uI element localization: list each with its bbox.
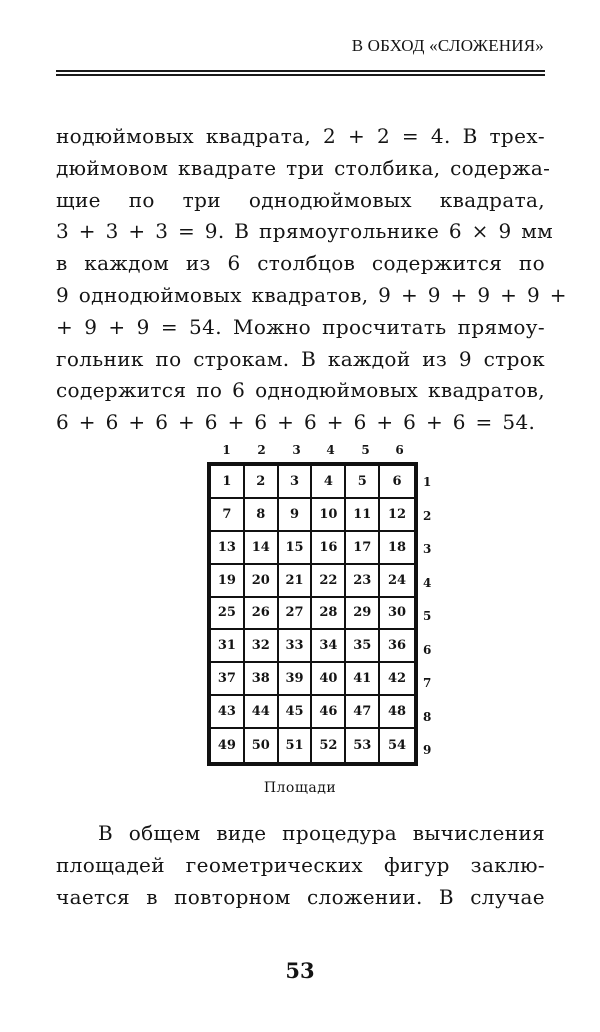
grid-cell: 18 <box>380 532 414 565</box>
text-line: 9 однодюймовых квадратов, 9 + 9 + 9 + 9 + <box>56 282 567 307</box>
grid-cell: 43 <box>211 696 245 729</box>
row-label: 8 <box>423 710 432 724</box>
grid-cell: 42 <box>380 663 414 696</box>
grid-cell: 28 <box>312 598 346 631</box>
grid-cell: 4 <box>312 466 346 499</box>
grid-cell: 41 <box>346 663 380 696</box>
grid-cell: 30 <box>380 598 414 631</box>
text-line: 6 + 6 + 6 + 6 + 6 + 6 + 6 + 6 + 6 = 54. <box>56 410 536 435</box>
grid-cell: 49 <box>211 729 245 762</box>
grid-cell: 9 <box>279 499 313 532</box>
row-label: 5 <box>423 609 432 623</box>
grid-cell: 5 <box>346 466 380 499</box>
figure-caption: Площади <box>263 780 337 796</box>
grid-cell: 10 <box>312 499 346 532</box>
row-label: 3 <box>423 542 432 556</box>
grid-cell: 7 <box>211 499 245 532</box>
header-rule-bottom <box>56 74 545 76</box>
page-number: 53 <box>285 958 315 983</box>
grid-cell: 36 <box>380 630 414 663</box>
text-line: содержится по 6 однодюймовых квадратов, <box>56 378 545 403</box>
grid-cell: 31 <box>211 630 245 663</box>
text-line: чается в повторном сложении. В случае <box>56 884 545 909</box>
grid-cell: 53 <box>346 729 380 762</box>
row-label: 6 <box>423 643 432 657</box>
paragraph-1 <box>56 121 567 439</box>
grid-cell: 24 <box>380 565 414 598</box>
text-line: щие по три однодюймовых квадрата, <box>56 187 545 212</box>
column-label: 1 <box>222 443 231 457</box>
paragraph-2 <box>56 818 545 913</box>
grid-cell: 54 <box>388 738 407 754</box>
text-line: нодюймовых квадрата, 2 + 2 = 4. В трех- <box>56 124 545 148</box>
grid-cell: 13 <box>211 532 245 565</box>
grid-cell: 20 <box>245 565 279 598</box>
grid-cell: 17 <box>346 532 380 565</box>
grid-cell: 19 <box>211 565 245 598</box>
text-line: в каждом из 6 столбцов содержится по <box>56 251 545 276</box>
text-line: В общем виде процедура вычисления <box>98 821 545 845</box>
column-label: 6 <box>395 443 404 457</box>
text-line: дюймовом квадрате три столбика, содержа- <box>56 155 551 180</box>
grid-cell: 38 <box>245 663 279 696</box>
grid-cell: 12 <box>380 499 414 532</box>
grid-cell: 47 <box>346 696 380 729</box>
text-line: гольник по строкам. В каждой из 9 строк <box>56 346 545 371</box>
grid-cell: 44 <box>245 696 279 729</box>
grid-cell: 46 <box>312 696 346 729</box>
grid-cell: 26 <box>245 598 279 631</box>
row-label: 1 <box>423 475 432 489</box>
unit-square-grid <box>207 462 418 766</box>
grid-cell: 16 <box>312 532 346 565</box>
grid-cell: 33 <box>279 630 313 663</box>
grid-cell: 51 <box>279 729 313 762</box>
grid-cell: 27 <box>279 598 313 631</box>
text-line: + 9 + 9 = 54. Можно просчитать прямоу- <box>56 314 545 339</box>
grid-cell: 50 <box>245 729 279 762</box>
column-label: 5 <box>361 443 370 457</box>
row-label: 2 <box>423 509 432 523</box>
grid-cell: 32 <box>245 630 279 663</box>
grid-cell: 35 <box>346 630 380 663</box>
row-label: 4 <box>423 576 432 590</box>
grid-cell: 48 <box>380 696 414 729</box>
grid-cell: 11 <box>346 499 380 532</box>
row-label: 9 <box>423 743 432 757</box>
column-label: 2 <box>257 443 266 457</box>
row-label: 7 <box>423 676 432 690</box>
grid-cell: 15 <box>279 532 313 565</box>
grid-cell: 25 <box>211 598 245 631</box>
grid-cell: 6 <box>380 466 414 499</box>
text-line: площадей геометрических фигур заклю- <box>56 852 545 877</box>
grid-cell: 14 <box>245 532 279 565</box>
grid-cell: 52 <box>312 729 346 762</box>
grid-cell: 39 <box>279 663 313 696</box>
grid-cell: 34 <box>312 630 346 663</box>
grid-cell: 22 <box>312 565 346 598</box>
grid-cell: 45 <box>279 696 313 729</box>
grid-cell: 2 <box>245 466 279 499</box>
grid-cell: 29 <box>346 598 380 631</box>
grid-cell: 37 <box>211 663 245 696</box>
grid-cell: 8 <box>245 499 279 532</box>
grid-cell: 1 <box>211 466 245 499</box>
text-line: 3 + 3 + 3 = 9. В прямоугольнике 6 × 9 мм <box>56 219 554 244</box>
grid-cell: 3 <box>279 466 313 499</box>
column-label: 3 <box>292 443 301 457</box>
grid-cell: 21 <box>279 565 313 598</box>
grid-cell: 23 <box>346 565 380 598</box>
row-labels <box>423 466 437 762</box>
grid-cell: 40 <box>312 663 346 696</box>
column-label: 4 <box>326 443 335 457</box>
column-labels <box>207 443 418 459</box>
running-head: В ОБХОД «СЛОЖЕНИЯ» <box>351 36 544 55</box>
header-rule-top <box>56 70 545 72</box>
